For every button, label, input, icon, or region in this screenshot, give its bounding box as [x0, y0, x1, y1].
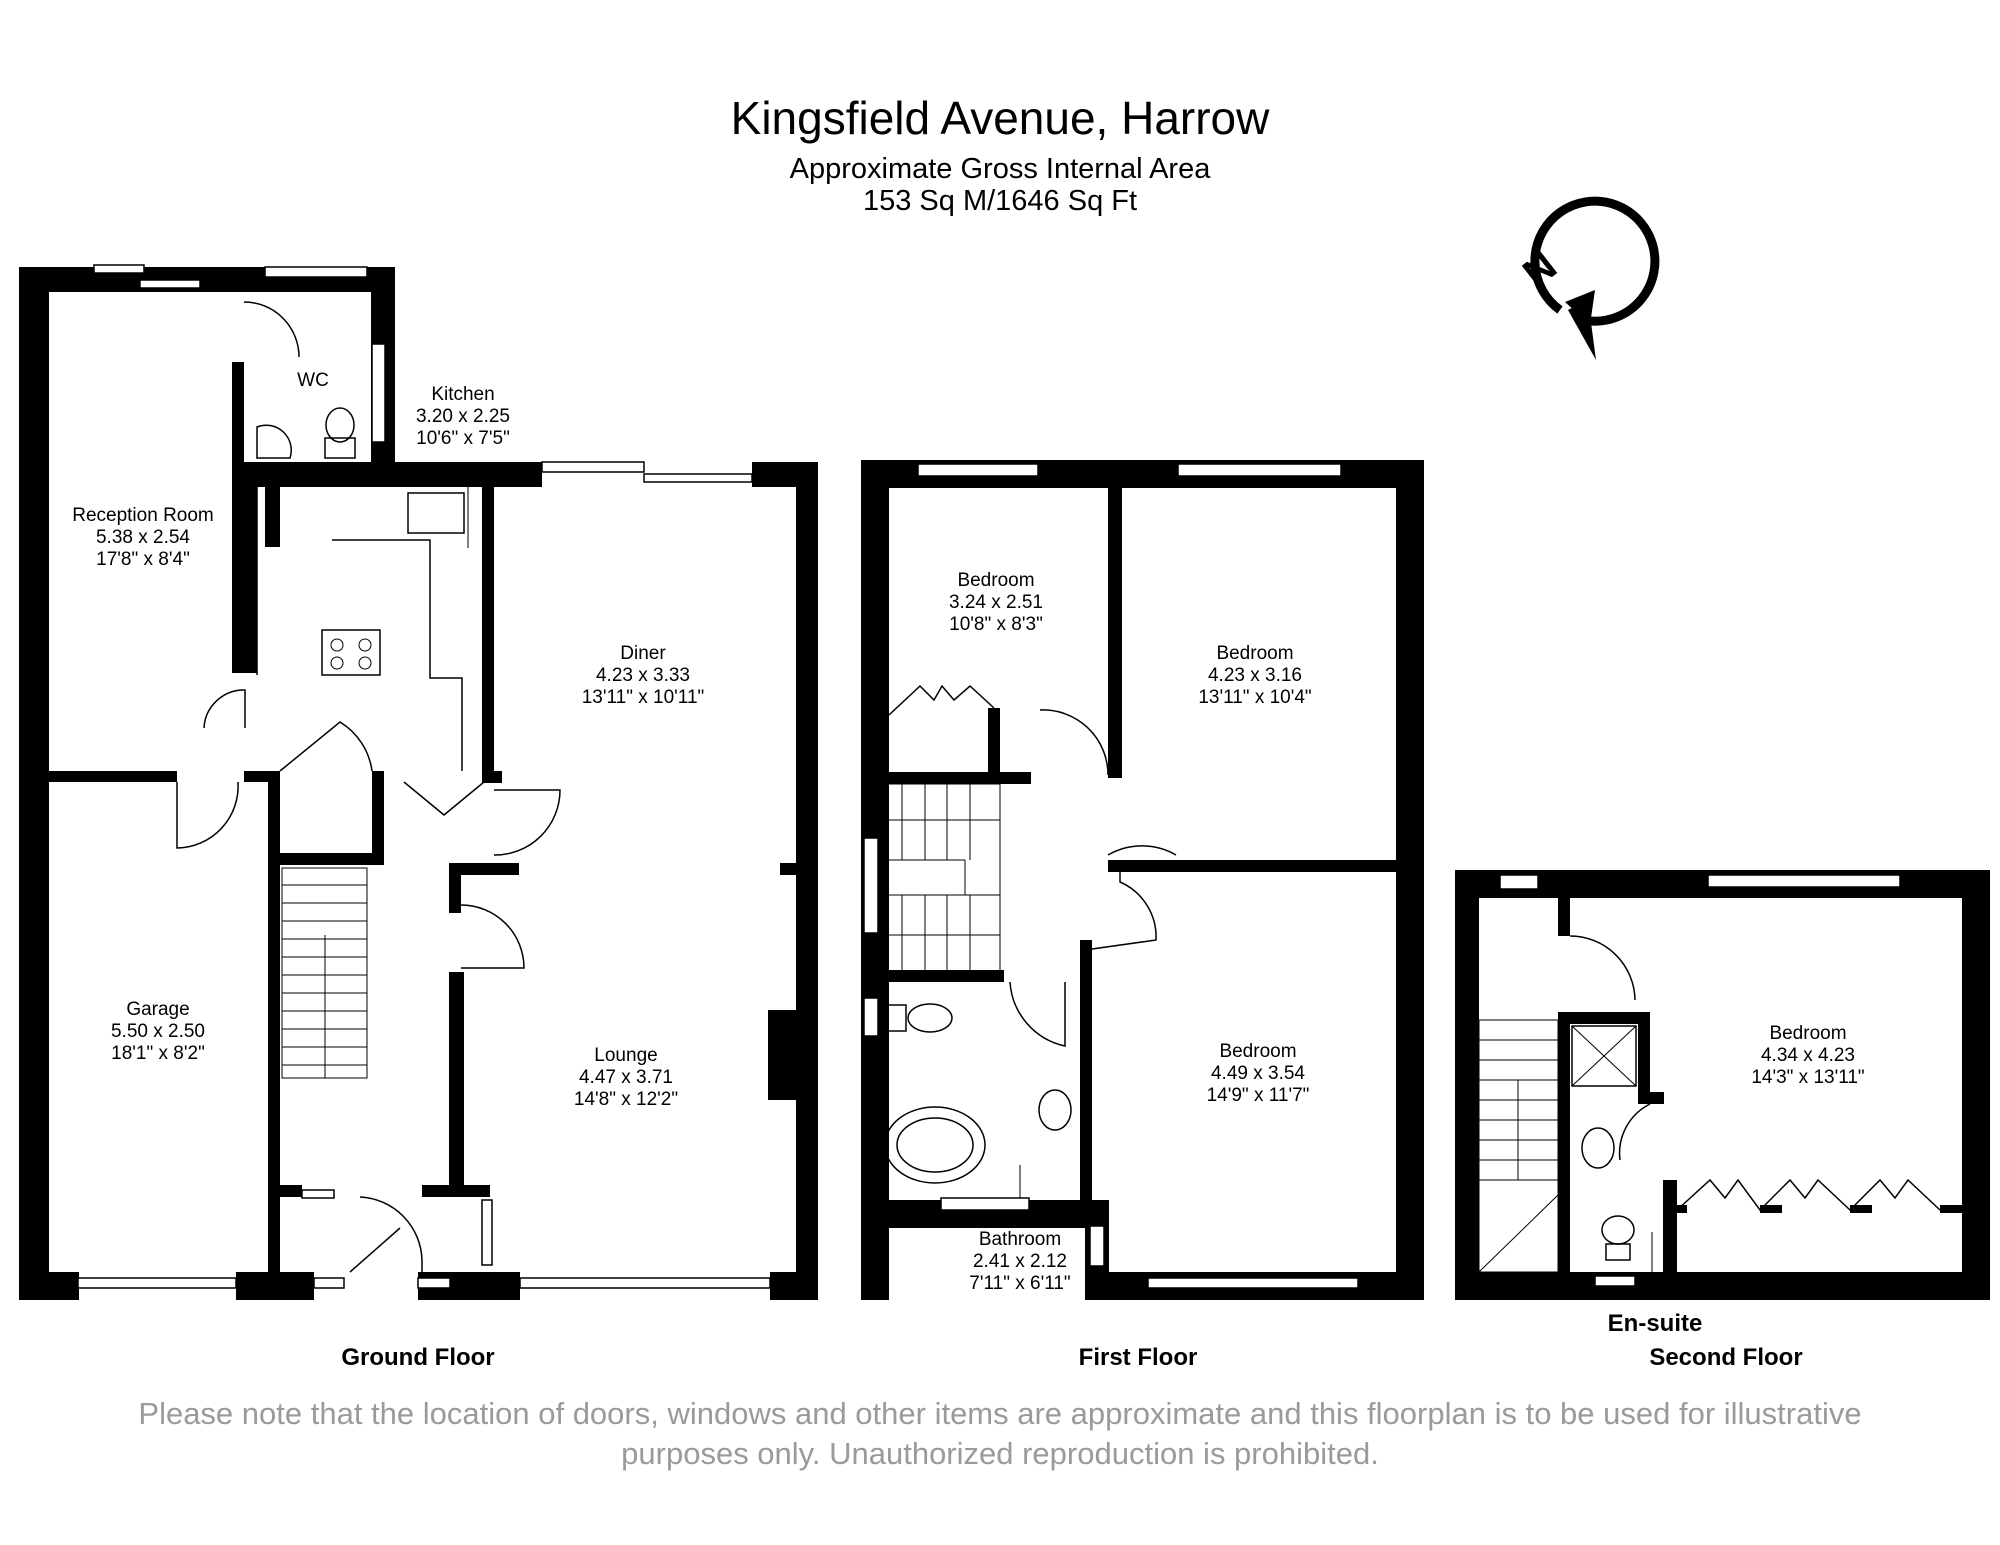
- room-name: Garage: [126, 999, 190, 1020]
- floor-label-ground: Ground Floor: [341, 1344, 495, 1371]
- room-imperial: 13'11" x 10'4": [1198, 687, 1312, 708]
- room-reception: [72, 505, 214, 570]
- disclaimer-line-1: Please note that the location of doors, windows and other items are approximate and this floorplan is to be used for illustrative: [138, 1396, 1862, 1431]
- room-metric: 4.47 x 3.71: [578, 1067, 674, 1088]
- room-metric: 3.24 x 2.51: [948, 592, 1044, 613]
- area-label: Approximate Gross Internal Area: [789, 153, 1211, 185]
- room-imperial: 14'3" x 13'11": [1751, 1067, 1865, 1088]
- room-imperial: 17'8" x 8'4": [96, 549, 190, 570]
- room-garage: [111, 999, 205, 1064]
- room-metric: 4.34 x 4.23: [1760, 1045, 1856, 1066]
- room-imperial: 7'11" x 6'11": [969, 1273, 1071, 1294]
- room-ensuite: [1608, 1310, 1703, 1337]
- room-imperial: 14'8" x 12'2": [573, 1089, 679, 1110]
- room-metric: 4.23 x 3.16: [1207, 665, 1303, 686]
- room-metric: 5.38 x 2.54: [95, 527, 191, 548]
- room-name: Bedroom: [1216, 643, 1294, 664]
- plan-title: Kingsfield Avenue, Harrow: [730, 92, 1270, 144]
- room-bathroom: [969, 1229, 1070, 1294]
- floor-label-first: First Floor: [1078, 1344, 1198, 1371]
- floor-label-second: Second Floor: [1649, 1344, 1803, 1371]
- room-bedroom-second: [1751, 1023, 1864, 1088]
- room-name: Bedroom: [1769, 1023, 1847, 1044]
- room-wc: [297, 370, 329, 391]
- north-compass-icon: [1515, 201, 1655, 360]
- compass-letter: N: [1515, 243, 1565, 297]
- room-metric: 4.49 x 3.54: [1210, 1063, 1306, 1084]
- room-name: Lounge: [594, 1045, 658, 1066]
- room-name: En-suite: [1607, 1310, 1703, 1337]
- room-imperial: 10'6" x 7'5": [416, 428, 510, 449]
- room-bedroom-first-2: [1198, 643, 1311, 708]
- first-floor-plan: [861, 460, 1424, 1300]
- room-diner: [582, 643, 705, 708]
- room-bedroom-first-1: [949, 570, 1043, 635]
- room-name: Bedroom: [1219, 1041, 1297, 1062]
- room-name: Diner: [620, 643, 666, 664]
- room-imperial: 18'1" x 8'2": [111, 1043, 205, 1064]
- room-name: Kitchen: [431, 384, 495, 405]
- second-floor-plan: [1455, 870, 1990, 1300]
- room-metric: 3.20 x 2.25: [415, 406, 511, 427]
- room-imperial: 13'11" x 10'11": [581, 687, 705, 708]
- room-kitchen: [416, 384, 510, 449]
- room-metric: 4.23 x 3.33: [595, 665, 691, 686]
- room-bedroom-first-3: [1207, 1041, 1310, 1106]
- disclaimer-line-2: purposes only. Unauthorized reproduction is prohibited.: [621, 1436, 1379, 1471]
- room-lounge: [574, 1045, 678, 1110]
- room-metric: 5.50 x 2.50: [110, 1021, 206, 1042]
- room-metric: 2.41 x 2.12: [972, 1251, 1068, 1272]
- area-value: 153 Sq M/1646 Sq Ft: [862, 185, 1138, 217]
- room-imperial: 14'9" x 11'7": [1206, 1085, 1310, 1106]
- room-name: Bathroom: [978, 1229, 1062, 1250]
- room-name: Bedroom: [957, 570, 1035, 591]
- room-imperial: 10'8" x 8'3": [949, 614, 1043, 635]
- room-name: WC: [297, 370, 329, 391]
- room-name: Reception Room: [72, 505, 214, 526]
